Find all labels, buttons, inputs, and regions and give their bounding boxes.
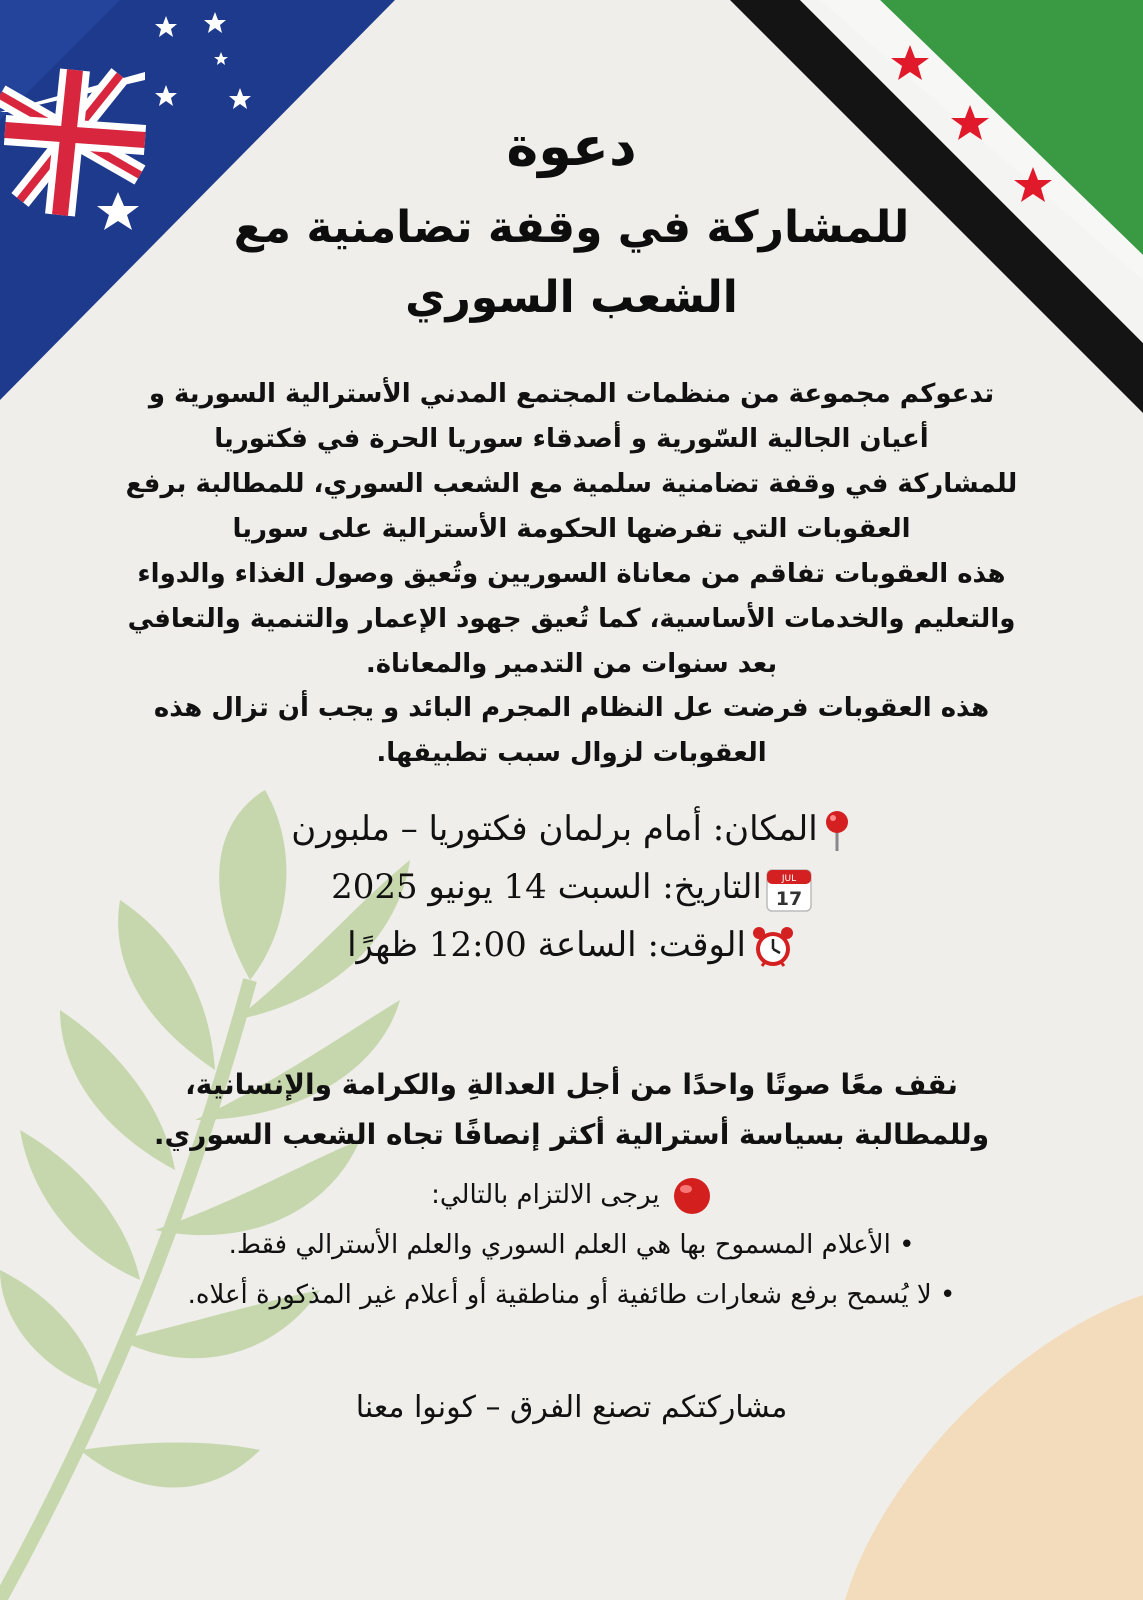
text-line: للمشاركة في وقفة تضامنية سلمية مع الشعب السوري، للمطالبة برفع [125,469,1018,499]
bullet: • [899,1230,915,1260]
rules-intro-text: يرجى الالتزام بالتالي: [431,1180,660,1210]
rule-text: لا يُسمح برفع شعارات طائفية أو مناطقية أو أعلام غير المذكورة أعلاه. [187,1280,932,1310]
rules-section [0,1170,1143,1320]
text-line: بعد سنوات من التدمير والمعاناة. [365,649,778,679]
closing-line: مشاركتكم تصنع الفرق – كونوا معنا [355,1390,788,1425]
calendar-icon [766,866,812,912]
regime-paragraph [70,686,1073,776]
rule-item [0,1270,1143,1320]
event-time [0,916,1143,974]
calendar-day: 17 [775,888,803,910]
event-time-text: الوقت: الساعة 12:00 ظهرًا [347,925,746,965]
text-line: وللمطالبة بسياسة أسترالية أكثر إنصافًا تجاه الشعب السوري. [153,1118,990,1151]
subtitle-line-2: الشعب السوري [405,272,738,323]
impact-paragraph [70,552,1073,687]
calendar-month: JUL [781,874,797,884]
event-place [0,800,1143,858]
red-circle-icon [672,1176,712,1216]
text-line: هذه العقوبات فرضت عل النظام المجرم البائد و يجب أن تزال هذه [153,693,990,723]
text-line: والتعليم والخدمات الأساسية، كما تُعيق جهود الإعمار والتنمية والتعافي [127,604,1016,634]
event-place-text: المكان: أمام برلمان فكتوريا – ملبورن [291,809,818,849]
rules-intro [0,1170,1143,1220]
invite-paragraph [70,372,1073,552]
bullet: • [940,1280,956,1310]
solidarity-statement [0,1060,1143,1160]
text-line: نقف معًا صوتًا واحدًا من أجل العدالةِ والكرامة والإنسانية، [185,1068,958,1101]
pin-icon [822,809,852,853]
rule-text: الأعلام المسموح بها هي العلم السوري والعلم الأسترالي فقط. [228,1230,891,1260]
text-line: العقوبات التي تفرضها الحكومة الأسترالية على سوريا [232,514,911,544]
event-date-text: التاريخ: السبت 14 يونيو 2025 [331,867,762,907]
rule-item [0,1220,1143,1270]
event-date [0,858,1143,916]
subtitle-line-1: للمشاركة في وقفة تضامنية مع [233,202,910,253]
text-line: هذه العقوبات تفاقم من معاناة السوريين وتُعيق وصول الغذاء والدواء [137,559,1006,589]
page-title: دعوة [506,115,637,178]
text-line: العقوبات لزوال سبب تطبيقها. [376,738,767,768]
text-line: تدعوكم مجموعة من منظمات المجتمع المدني الأسترالية السورية و [148,379,995,409]
alarm-clock-icon [750,924,796,970]
text-line: أعيان الجالية السّورية و أصدقاء سوريا الحرة في فكتوريا [214,424,929,454]
